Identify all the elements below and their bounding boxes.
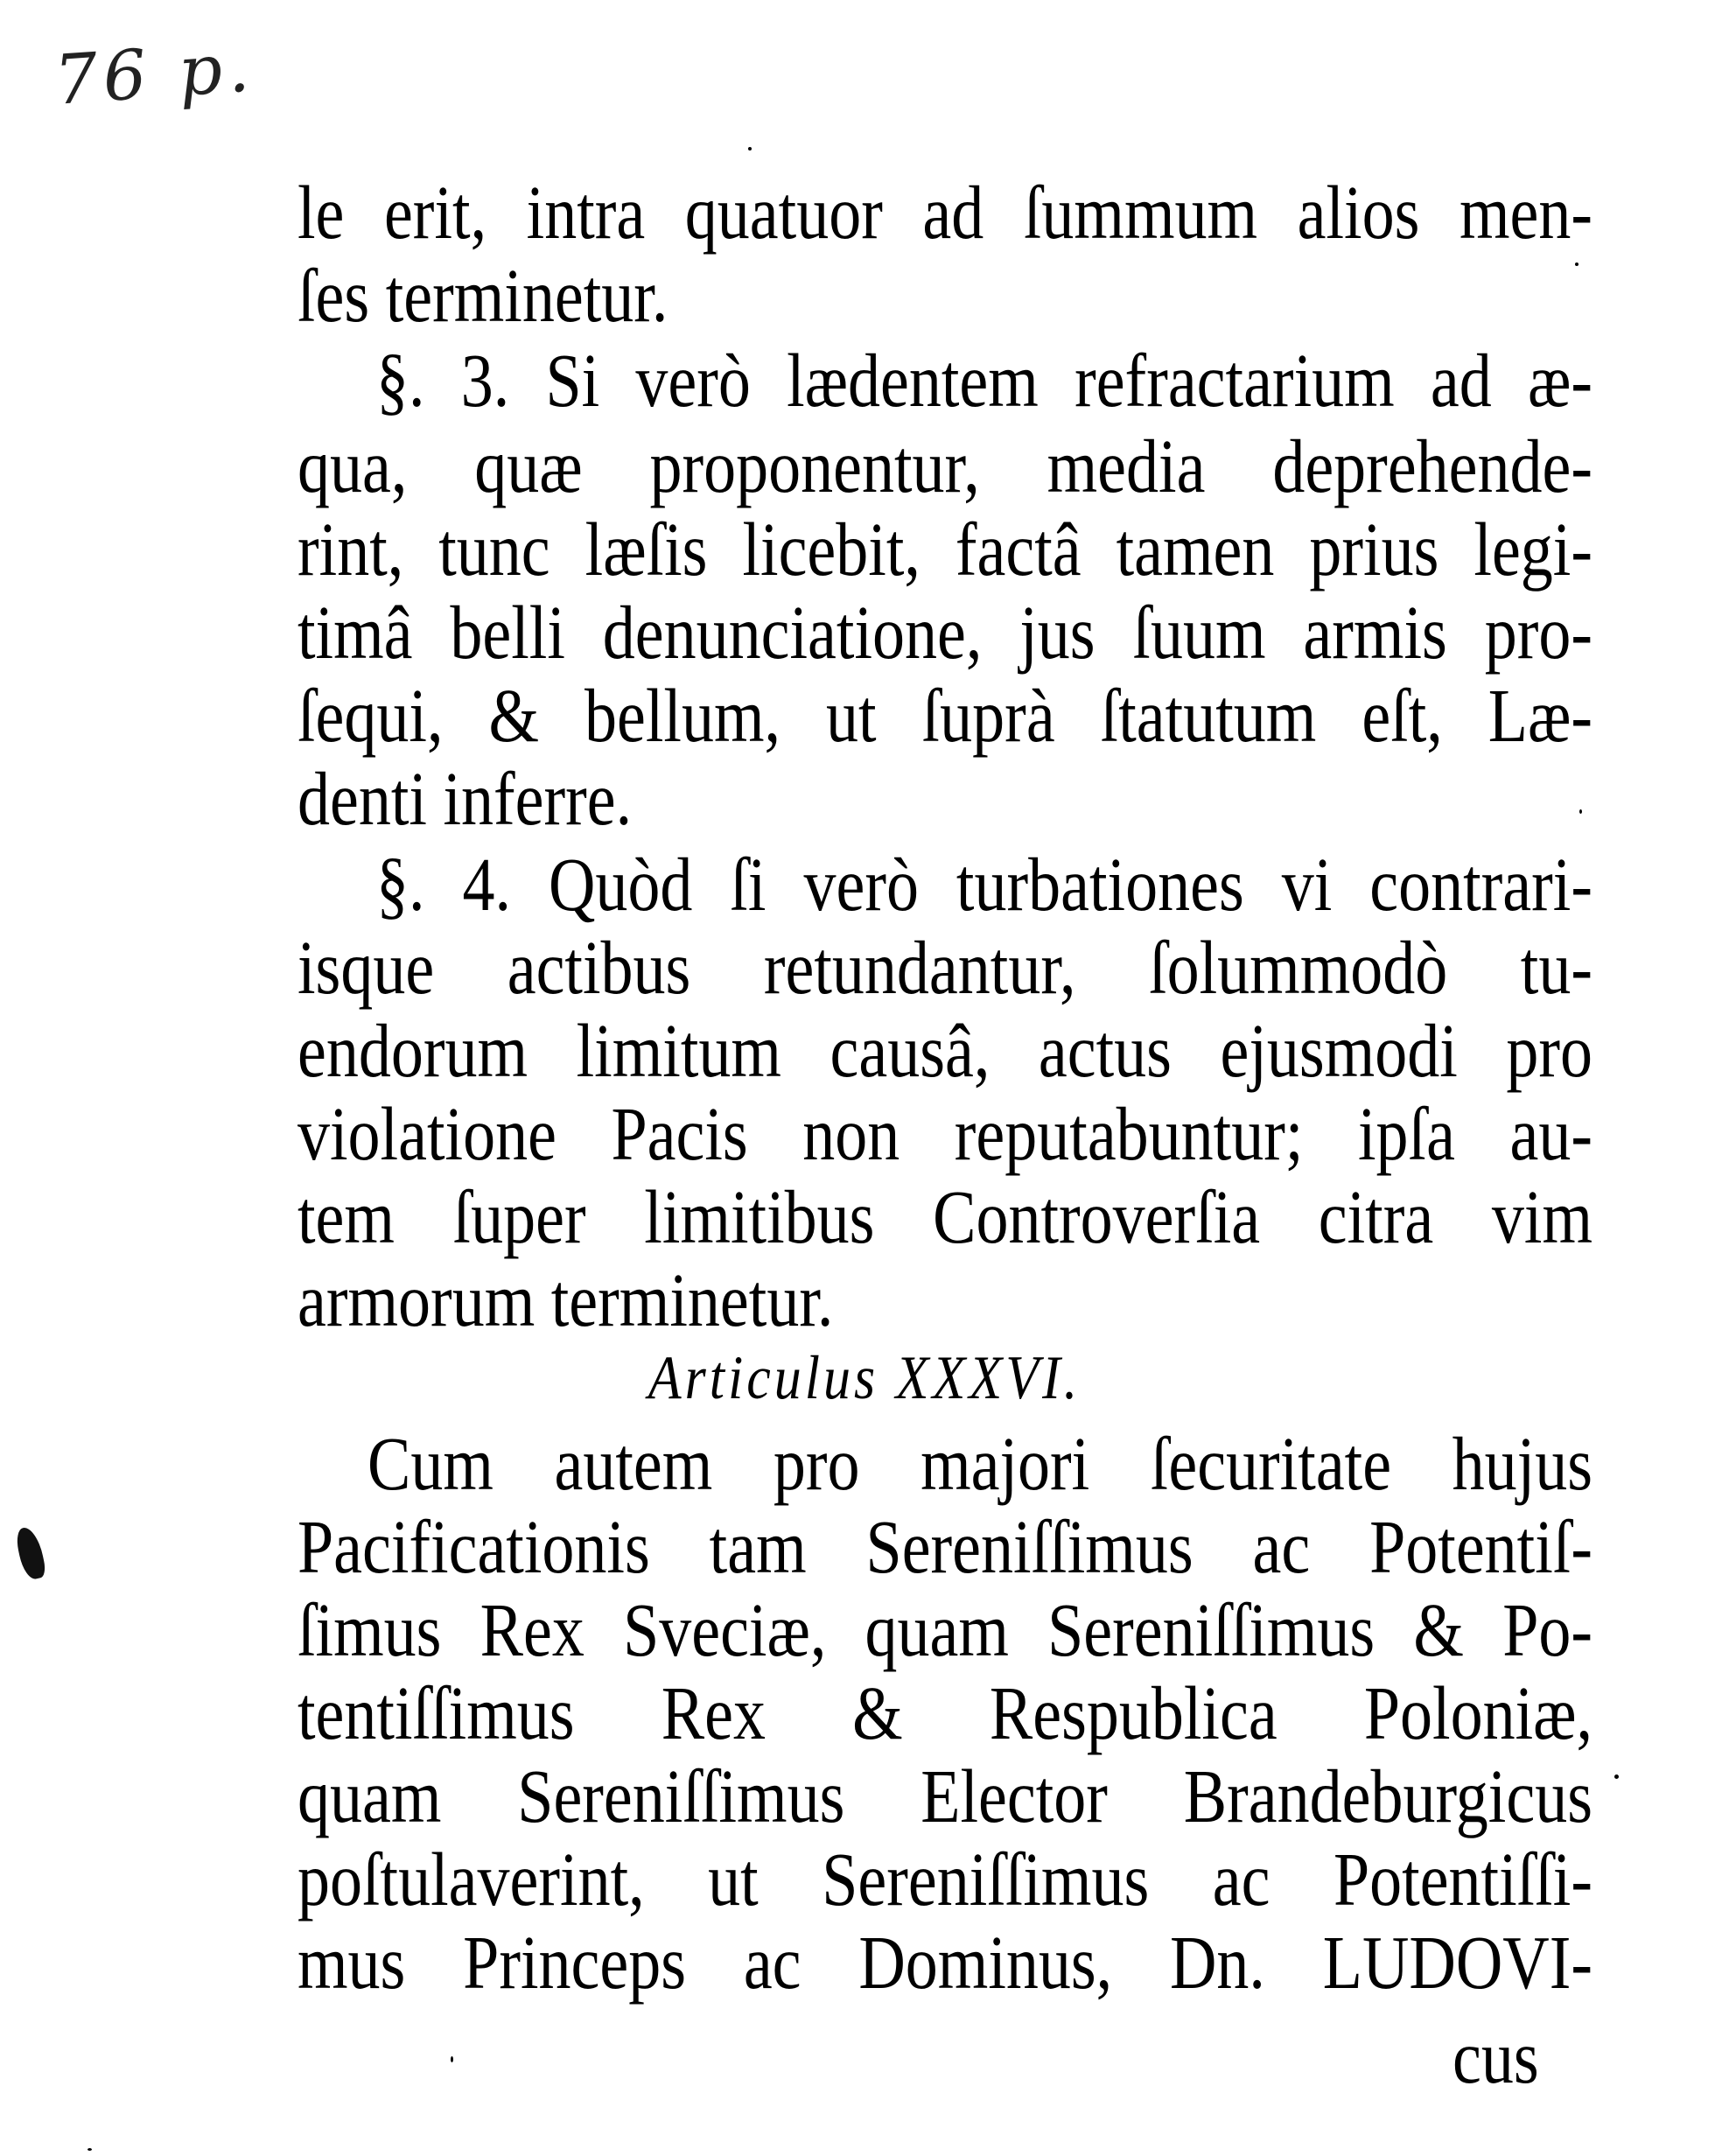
text-line: quam Sereniſſimus Elector Brandeburgicus (298, 1754, 1592, 1840)
text-line: timâ belli denunciatione, jus ſuum armis pro- (298, 591, 1592, 676)
text-line: endorum limitum causâ, actus ejusmodi pro (298, 1009, 1592, 1095)
section-4-first-line: §. 4. Quòd ſi verò turbationes vi contrari- (376, 843, 1592, 928)
text-line: ſes terminetur. (298, 254, 668, 340)
text-line: poſtulaverint, ut Sereniſſimus ac Potentiſſi- (298, 1838, 1592, 1923)
section-3-first-line: §. 3. Si verò lædentem refractarium ad æ- (376, 339, 1592, 424)
article-heading: Articulus XXXVI. (648, 1343, 1082, 1413)
text-line: tentiſſimus Rex & Respublica Poloniæ, (298, 1671, 1592, 1757)
scan-speck (451, 2056, 453, 2062)
text-line: ſimus Rex Sveciæ, quam Sereniſſimus & Po- (298, 1588, 1592, 1674)
text-line: Pacificationis tam Sereniſſimus ac Potentiſ- (298, 1505, 1592, 1591)
article-first-line: Cum autem pro majori ſecuritate hujus (368, 1422, 1592, 1508)
catchword: cus (1452, 2015, 1539, 2101)
text-line: rint, tunc læſis licebit, factâ tamen prius legi- (298, 508, 1592, 593)
margin-ink-blot (14, 1525, 47, 1581)
text-line: ſequi, & bellum, ut ſuprà ſtatutum eſt, Læ- (298, 674, 1592, 760)
text-line: qua, quæ proponentur, media deprehende- (298, 424, 1592, 510)
text-line: armorum terminetur. (298, 1258, 834, 1344)
text-line: denti inferre. (298, 757, 633, 843)
text-line: isque actibus retundantur, ſolummodò tu- (298, 926, 1592, 1012)
text-line: tem ſuper limitibus Controverſia citra vim (298, 1175, 1592, 1261)
handwritten-page-number: 76 p. (52, 28, 257, 121)
text-line: violatione Pacis non reputabuntur; ipſa au- (298, 1092, 1592, 1178)
scan-speck (1614, 1774, 1619, 1779)
scan-speck (748, 147, 752, 150)
text-line: mus Princeps ac Dominus, Dn. LUDOVI- (298, 1921, 1592, 2006)
scan-speck (1579, 809, 1582, 814)
scan-speck (88, 2148, 92, 2151)
text-line: le erit, intra quatuor ad ſummum alios men- (298, 171, 1592, 256)
scan-speck (1575, 262, 1578, 266)
